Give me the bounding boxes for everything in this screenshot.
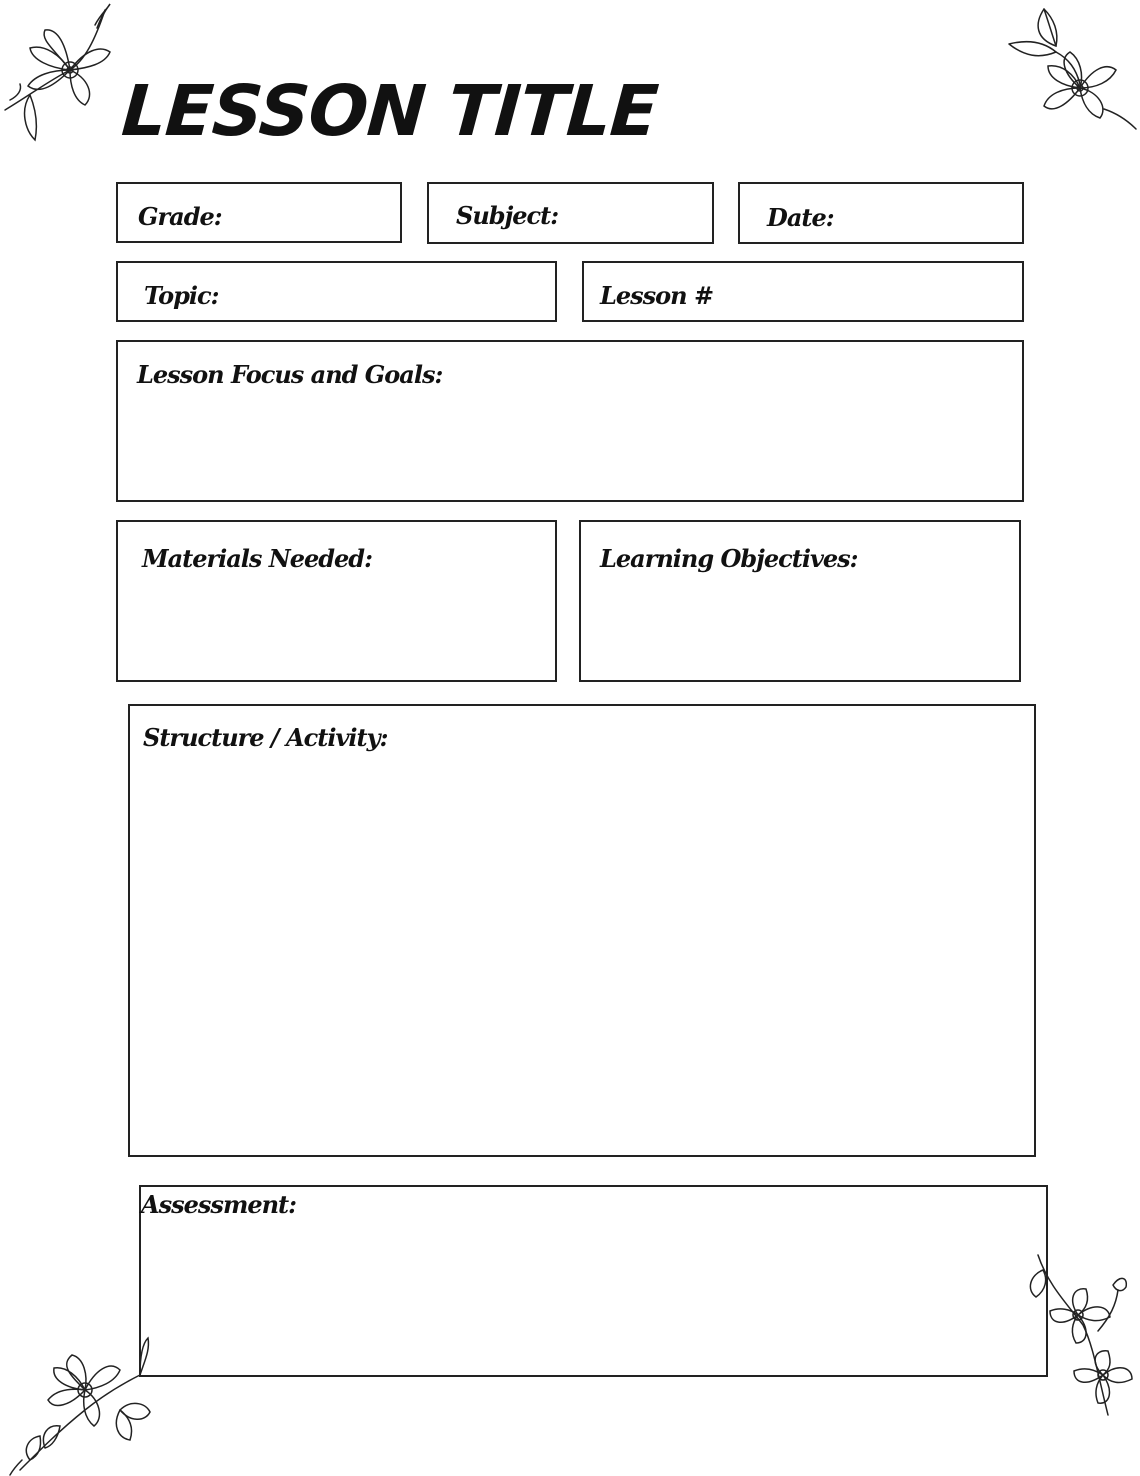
subject-label: Subject: <box>456 201 559 230</box>
grade-box[interactable] <box>116 182 402 243</box>
subject-box[interactable] <box>427 182 714 244</box>
flower-top-right-icon <box>1004 4 1140 134</box>
date-box[interactable] <box>738 182 1024 244</box>
grade-label: Grade: <box>138 202 222 231</box>
lesson-number-label: Lesson # <box>600 281 714 310</box>
page-title: LESSON TITLE <box>119 70 661 152</box>
focus-goals-box[interactable] <box>116 340 1024 502</box>
assessment-box[interactable] <box>139 1185 1048 1377</box>
flower-bottom-left-icon <box>0 1330 165 1476</box>
date-label: Date: <box>767 203 834 232</box>
topic-label: Topic: <box>144 281 219 310</box>
flower-bottom-right-icon <box>1018 1245 1140 1430</box>
objectives-label: Learning Objectives: <box>600 544 858 573</box>
flower-top-left-icon <box>0 0 125 145</box>
objectives-box[interactable] <box>579 520 1021 682</box>
topic-box[interactable] <box>116 261 557 322</box>
assessment-label: Assessment: <box>141 1190 296 1219</box>
lesson-number-box[interactable] <box>582 261 1024 322</box>
materials-label: Materials Needed: <box>142 544 372 573</box>
materials-box[interactable] <box>116 520 557 682</box>
structure-activity-box[interactable] <box>128 704 1036 1157</box>
structure-activity-label: Structure / Activity: <box>143 723 388 752</box>
focus-goals-label: Lesson Focus and Goals: <box>137 360 443 389</box>
